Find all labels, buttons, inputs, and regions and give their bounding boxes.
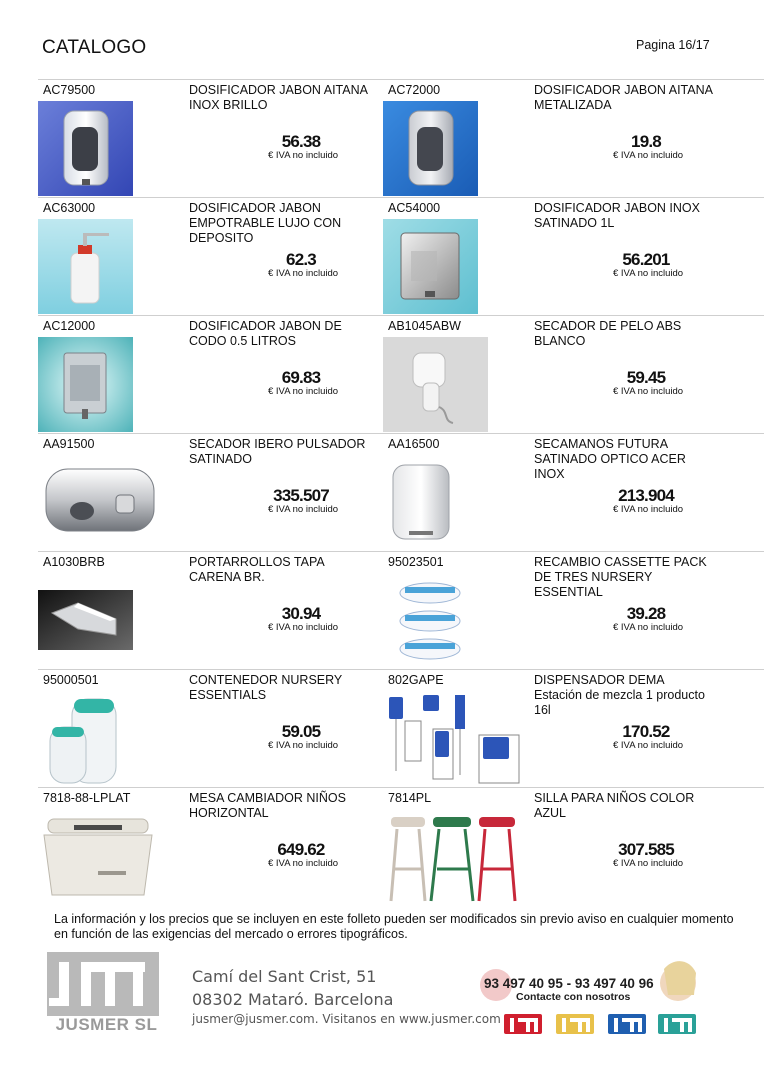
vat-note: € IVA no incluido [268,858,339,869]
product-code: AC54000 [388,201,441,215]
product-info [383,788,729,906]
product-price: 62.3 [286,250,316,269]
vat-note: € IVA no incluido [613,386,684,397]
phone-numbers[interactable]: 93 497 40 95 - 93 497 40 96 [484,976,654,991]
product-info [38,788,384,906]
vat-note: € IVA no incluido [268,622,339,633]
product-code: AC79500 [43,83,96,97]
product-name: RECAMBIO CASSETTE PACK DE TRES NURSERY ESSENTIAL [534,555,707,599]
page-number: Pagina 16/17 [636,38,710,52]
product-name: SECADOR IBERO PULSADOR SATINADO [189,437,366,466]
product-row [38,552,764,670]
vat-note: € IVA no incluido [613,268,684,279]
product-info [383,316,729,434]
brand-logos-icon [500,1008,700,1038]
product-code: 802GAPE [388,673,444,687]
product-price: 213.904 [618,486,674,505]
product-name: DOSIFICADOR JABON EMPOTRABLE LUJO CON DEPOSITO [189,201,342,245]
address-line: 08302 Mataró. Barcelona [192,990,394,1009]
product-price: 30.94 [281,604,321,623]
vat-note: € IVA no incluido [613,740,684,751]
product-price: 59.05 [281,722,321,741]
product-code: AC12000 [43,319,96,333]
product-name: DOSIFICADOR JABON INOX SATINADO 1L [534,201,700,230]
product-code: AA16500 [388,437,440,451]
product-price: 19.8 [631,132,661,151]
product-row [38,80,764,198]
product-price: 56.201 [622,250,670,269]
product-code: 7818-88-LPLAT [43,791,131,805]
disclaimer: La información y los precios que se incluyen en este folleto pueden ser modificados sin previo aviso en cualquier momento en función de las exigencias del mercado o errores tipográficos. [54,912,734,941]
product-code: AC72000 [388,83,441,97]
product-info [383,80,729,198]
address-line: Camí del Sant Crist, 51 [192,967,377,986]
vat-note: € IVA no incluido [613,858,684,869]
product-name: DOSIFICADOR JABON AITANA INOX BRILLO [189,83,368,112]
product-code: 7814PL [388,791,432,805]
company-name: JUSMER SL [55,1015,158,1034]
product-code: AC63000 [43,201,96,215]
product-price: 335.507 [273,486,329,505]
product-name: SILLA PARA NIÑOS COLOR AZUL [534,791,695,820]
page-title: CATALOGO [42,37,147,58]
footer [0,945,764,1080]
product-name: CONTENEDOR NURSERY ESSENTIALS [189,673,343,702]
product-info [38,198,384,316]
vat-note: € IVA no incluido [268,740,339,751]
product-name: DISPENSADOR DEMA Estación de mezcla 1 producto 16l [534,673,705,717]
product-price: 649.62 [277,840,325,859]
product-name: SECAMANOS FUTURA SATINADO OPTICO ACER INOX [534,437,686,481]
product-info [38,434,384,552]
vat-note: € IVA no incluido [613,504,684,515]
product-row [38,670,764,788]
product-name: MESA CAMBIADOR NIÑOS HORIZONTAL [189,791,346,820]
product-name: DOSIFICADOR JABON AITANA METALIZADA [534,83,713,112]
vat-note: € IVA no incluido [268,268,339,279]
product-info [383,198,729,316]
product-grid [38,80,764,906]
product-price: 170.52 [622,722,670,741]
vat-note: € IVA no incluido [268,386,339,397]
product-code: AB1045ABW [388,319,461,333]
product-info [383,434,729,552]
product-info [38,316,384,434]
product-row [38,788,764,906]
email-web-line[interactable]: jusmer@jusmer.com. Visitanos en www.jusmer.com [192,1012,501,1026]
product-name: DOSIFICADOR JABON DE CODO 0.5 LITROS [189,319,342,348]
product-price: 56.38 [281,132,321,151]
product-info [38,670,384,788]
product-info [38,80,384,198]
product-price: 39.28 [626,604,666,623]
contact-label: Contacte con nosotros [516,991,631,1003]
product-price: 307.585 [618,840,674,859]
vat-note: € IVA no incluido [613,150,684,161]
product-info [38,552,384,670]
product-price: 69.83 [281,368,321,387]
product-name: PORTARROLLOS TAPA CARENA BR. [189,555,324,584]
product-code: 95000501 [43,673,99,687]
product-row [38,316,764,434]
vat-note: € IVA no incluido [268,150,339,161]
product-row [38,198,764,316]
product-name: SECADOR DE PELO ABS BLANCO [534,319,682,348]
product-info [383,552,729,670]
product-code: A1030BRB [43,555,105,569]
vat-note: € IVA no incluido [268,504,339,515]
product-code: AA91500 [43,437,95,451]
product-code: 95023501 [388,555,444,569]
vat-note: € IVA no incluido [613,622,684,633]
product-row [38,434,764,552]
product-info [383,670,729,788]
product-price: 59.45 [626,368,666,387]
